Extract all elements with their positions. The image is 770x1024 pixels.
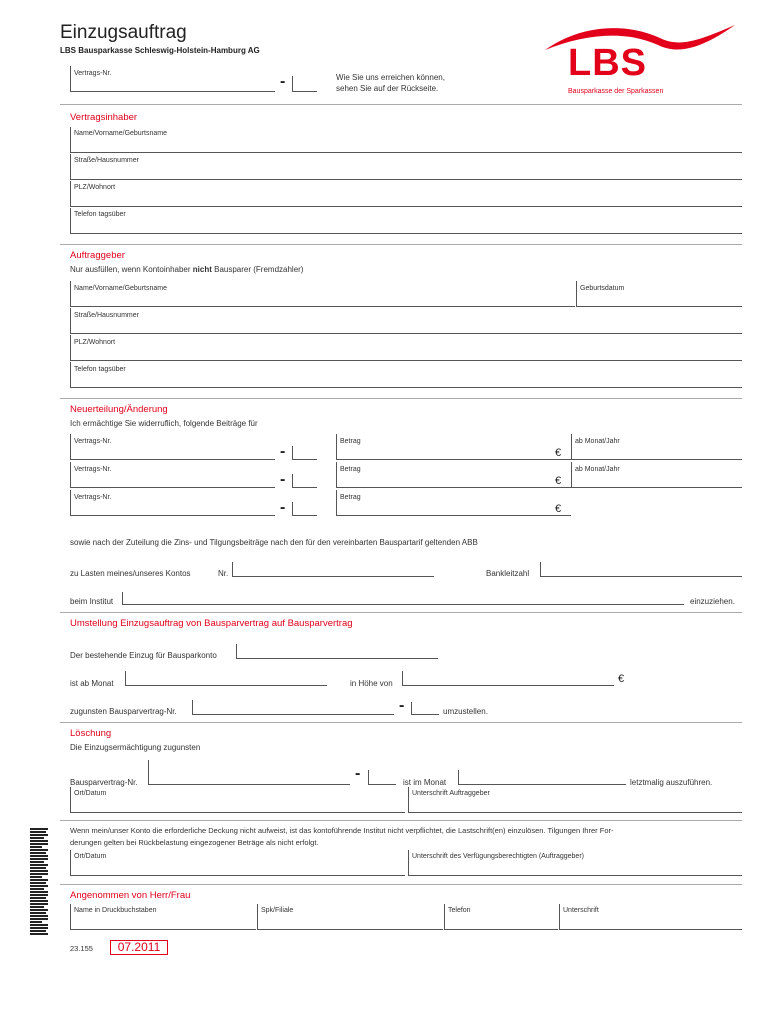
vertrags-nr-field[interactable] <box>70 66 275 92</box>
contact-line-1: Wie Sie uns erreichen können, <box>336 73 445 82</box>
note-post: Bausparer (Fremdzahler) <box>214 265 304 274</box>
umstellung-heading: Umstellung Einzugsauftrag von Bausparvertrag auf Bausparvertrag <box>70 618 353 629</box>
blz-label: Bankleitzahl <box>486 569 530 578</box>
vi-street-field[interactable] <box>70 154 742 180</box>
nt-row2-amount-label: Betrag <box>340 466 361 473</box>
nt-row1-euro-icon: € <box>555 447 562 459</box>
ag-street-field[interactable] <box>70 308 742 334</box>
company-name: LBS Bausparkasse Schleswig-Holstein-Hamburg AG <box>60 46 260 55</box>
nt-row1-suffix-field[interactable] <box>292 446 317 460</box>
ag-phone-label: Telefon tagsüber <box>74 366 126 373</box>
neuerteilung-heading: Neuerteilung/Änderung <box>70 404 168 415</box>
hoehe-field[interactable] <box>402 671 614 686</box>
institut-field[interactable] <box>122 592 684 605</box>
auftraggeber-heading: Auftraggeber <box>70 250 125 261</box>
nt-row2-month-label: ab Monat/Jahr <box>575 466 620 473</box>
bausparkonto-field[interactable] <box>236 644 438 659</box>
vi-city-label: PLZ/Wohnort <box>74 184 116 191</box>
zugunsten-suffix-field[interactable] <box>411 702 439 715</box>
nt-row3-contract-label: Vertrags-Nr. <box>74 494 112 501</box>
form-number: 23.155 <box>70 944 93 953</box>
loeschung-monat-field[interactable] <box>458 770 626 785</box>
vi-name-label: Name/Vorname/Geburtsname <box>74 130 167 137</box>
logo-text: LBS <box>568 42 647 84</box>
nt-row1-month-label: ab Monat/Jahr <box>575 438 620 445</box>
nt-row1-contract-label: Vertrags-Nr. <box>74 438 112 445</box>
divider <box>60 722 742 723</box>
nt-row1-amount-field[interactable] <box>336 434 571 460</box>
loeschung-dash: - <box>355 765 361 782</box>
nt-row2-dash: - <box>280 471 286 488</box>
contact-line-2: sehen Sie auf der Rückseite. <box>336 84 439 93</box>
nt-row3-euro-icon: € <box>555 503 562 515</box>
vertrags-nr-label: Vertrags-Nr. <box>74 70 112 77</box>
nt-row2-suffix-field[interactable] <box>292 474 317 488</box>
barcode-icon <box>30 828 48 940</box>
zugunsten-label: zugunsten Bausparvertrag-Nr. <box>70 707 177 716</box>
hoehe-label: in Höhe von <box>350 679 393 688</box>
nt-row1-amount-label: Betrag <box>340 438 361 445</box>
vertrags-nr-dash: - <box>280 73 286 90</box>
loeschung-intro: Die Einzugsermächtigung zugunsten <box>70 743 201 752</box>
institut-label: beim Institut <box>70 597 114 606</box>
deckung-text-1: Wenn mein/unser Konto die erforderliche Deckung nicht aufweist, ist das kontoführende Institut nicht verpflichtet, die Lastschrift(en) einzulösen. Tilgungen Ihrer For- <box>70 826 614 835</box>
ag-city-field[interactable] <box>70 335 742 361</box>
bausparvertrag-label: Bausparvertrag-Nr. <box>70 778 138 787</box>
bestehende-label: Der bestehende Einzug für Bausparkonto <box>70 651 217 660</box>
ist-im-monat-label: ist im Monat <box>403 778 447 787</box>
vi-name-field[interactable] <box>70 127 742 153</box>
ag-name-label: Name/Vorname/Geburtsname <box>74 285 167 292</box>
nt-row1-dash: - <box>280 443 286 460</box>
auftraggeber-note <box>70 265 303 274</box>
loeschung-suffix-field[interactable] <box>368 770 396 785</box>
ag-phone-field[interactable] <box>70 362 742 388</box>
loeschung-ort-field[interactable] <box>70 787 405 813</box>
ag-street-label: Straße/Hausnummer <box>74 312 139 319</box>
divider <box>60 244 742 245</box>
note-bold: nicht <box>192 265 212 274</box>
angenommen-spk-label: Spk/Filiale <box>261 907 294 914</box>
neuerteilung-intro: Ich ermächtige Sie widerruflich, folgende Beiträge für <box>70 419 258 428</box>
angenommen-name-label: Name in Druckbuchstaben <box>74 907 157 914</box>
lasten-label: zu Lasten meines/unseres Kontos <box>70 569 191 578</box>
divider <box>60 612 742 613</box>
nt-row3-amount-label: Betrag <box>340 494 361 501</box>
nr-label: Nr. <box>218 569 229 578</box>
divider <box>60 820 742 821</box>
divider <box>60 104 742 105</box>
angenommen-phone-label: Telefon <box>448 907 471 914</box>
nt-row2-contract-label: Vertrags-Nr. <box>74 466 112 473</box>
nt-row3-amount-field[interactable] <box>336 490 571 516</box>
deckung-signature-label: Unterschrift des Verfügungsberechtigten (Auftraggeber) <box>412 853 584 860</box>
vi-street-label: Straße/Hausnummer <box>74 157 139 164</box>
nt-row2-euro-icon: € <box>555 475 562 487</box>
umstellung-euro-icon: € <box>618 673 625 685</box>
loeschung-heading: Löschung <box>70 728 112 739</box>
zugunsten-field[interactable] <box>192 700 394 715</box>
letztmalig-text: letztmalig auszuführen. <box>630 778 713 787</box>
vertrags-nr-suffix-field[interactable] <box>292 76 317 92</box>
einziehen-text: einzuziehen. <box>690 597 735 606</box>
vi-phone-field[interactable] <box>70 208 742 234</box>
loeschung-ort-label: Ort/Datum <box>74 790 107 797</box>
deckung-ort-field[interactable] <box>70 850 405 876</box>
form-title: Einzugsauftrag <box>60 22 187 43</box>
nt-row3-suffix-field[interactable] <box>292 502 317 516</box>
vi-city-field[interactable] <box>70 181 742 207</box>
vertragsinhaber-heading: Vertragsinhaber <box>70 112 138 123</box>
loeschung-vertrag-field[interactable] <box>148 760 350 785</box>
nt-row2-amount-field[interactable] <box>336 462 571 488</box>
sowie-text: sowie nach der Zuteilung die Zins- und Tilgungsbeiträge nach den für den vereinbarten Bauspartarif geltenden ABB <box>70 538 478 547</box>
zugunsten-dash: - <box>399 697 405 714</box>
angenommen-signature-label: Unterschrift <box>563 907 599 914</box>
vi-phone-label: Telefon tagsüber <box>74 211 126 218</box>
divider <box>60 884 742 885</box>
nt-row3-dash: - <box>280 499 286 516</box>
umzustellen-text: umzustellen. <box>443 707 488 716</box>
form-date: 07.2011 <box>110 940 168 955</box>
deckung-ort-label: Ort/Datum <box>74 853 107 860</box>
loeschung-signature-label: Unterschrift Auftraggeber <box>412 790 490 797</box>
divider <box>60 398 742 399</box>
logo-tagline: Bausparkasse der Sparkassen <box>568 88 664 95</box>
ab-monat-label: ist ab Monat <box>70 679 114 688</box>
deckung-text-2: derungen gelten bei Rückbelastung eingezogener Beträge als nicht erfolgt. <box>70 838 319 847</box>
angenommen-heading: Angenommen von Herr/Frau <box>70 890 191 901</box>
note-pre: Nur ausfüllen, wenn Kontoinhaber <box>70 265 191 274</box>
ag-birth-label: Geburtsdatum <box>580 285 625 292</box>
ag-city-label: PLZ/Wohnort <box>74 339 116 346</box>
account-nr-field[interactable] <box>232 562 434 577</box>
blz-field[interactable] <box>540 562 742 577</box>
ab-monat-field[interactable] <box>125 671 327 686</box>
